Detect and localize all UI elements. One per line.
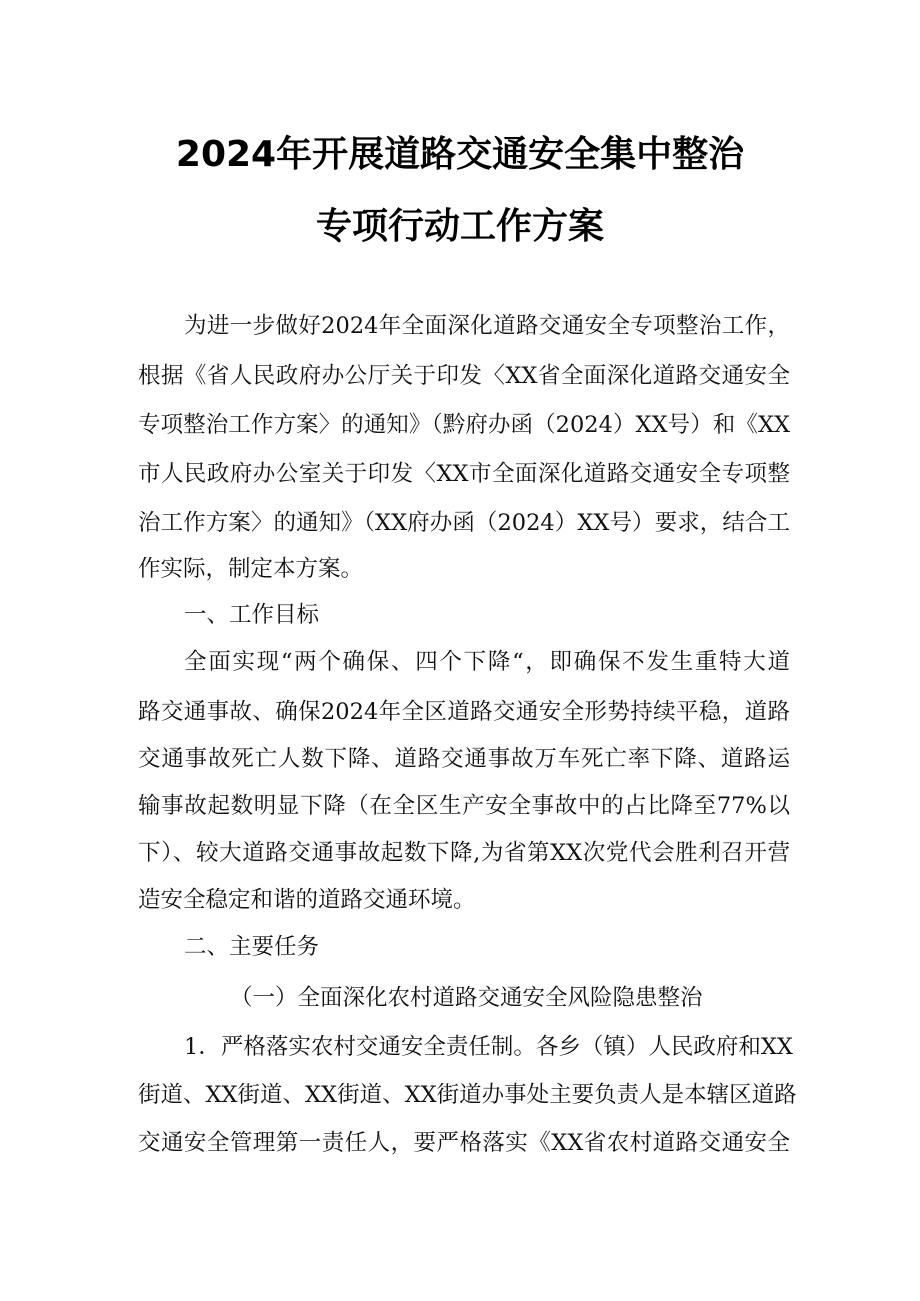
paragraph-line: 街道、XX街道、XX街道、XX街道办事处主要负责人是本辖区道路 — [138, 1082, 797, 1108]
section-heading: 一、工作目标 — [184, 602, 320, 628]
section-heading: 二、主要任务 — [184, 934, 320, 960]
paragraph-line: 全面实现“两个确保、四个下降“，即确保不发生重特大道 — [184, 649, 790, 675]
paragraph-line: 治工作方案〉的通知》（XX府办函（2024）XX号）要求，结合工 — [138, 510, 790, 536]
paragraph-line: 为进一步做好2024年全面深化道路交通安全专项整治工作， — [184, 313, 790, 339]
subsection-heading: （一）全面深化农村道路交通安全风险隐患整治 — [230, 985, 703, 1011]
paragraph-line: 输事故起数明显下降（在全区生产安全事故中的占比降至77%以 — [138, 793, 790, 819]
paragraph-line: 市人民政府办公室关于印发〈XX市全面深化道路交通安全专项整 — [138, 461, 790, 487]
paragraph-line: 作实际，制定本方案。 — [138, 556, 364, 582]
paragraph-line: 造安全稳定和谐的道路交通环境。 — [138, 887, 476, 913]
document-title-line-2: 专项行动工作方案 — [315, 206, 604, 247]
paragraph-line: 交通事故死亡人数下降、道路交通事故万车死亡率下降、道路运 — [138, 746, 790, 772]
paragraph-line: 根据《省人民政府办公厅关于印发〈XX省全面深化道路交通安全 — [138, 363, 790, 389]
paragraph-line: 1．严格落实农村交通安全责任制。各乡（镇）人民政府和XX — [184, 1034, 793, 1060]
document-title-line-1: 2024年开展道路交通安全集中整治 — [175, 134, 745, 175]
paragraph-line: 专项整治工作方案〉的通知》（黔府办函（2024）XX号）和《XX — [138, 412, 790, 438]
paragraph-line: 路交通事故、确保2024年全区道路交通安全形势持续平稳，道路 — [138, 699, 790, 725]
paragraph-line: 交通安全管理第一责任人，要严格落实《XX省农村道路交通安全 — [138, 1130, 790, 1156]
paragraph-line: 下）、较大道路交通事故起数下降,为省第XX次党代会胜利召开营 — [138, 840, 790, 866]
